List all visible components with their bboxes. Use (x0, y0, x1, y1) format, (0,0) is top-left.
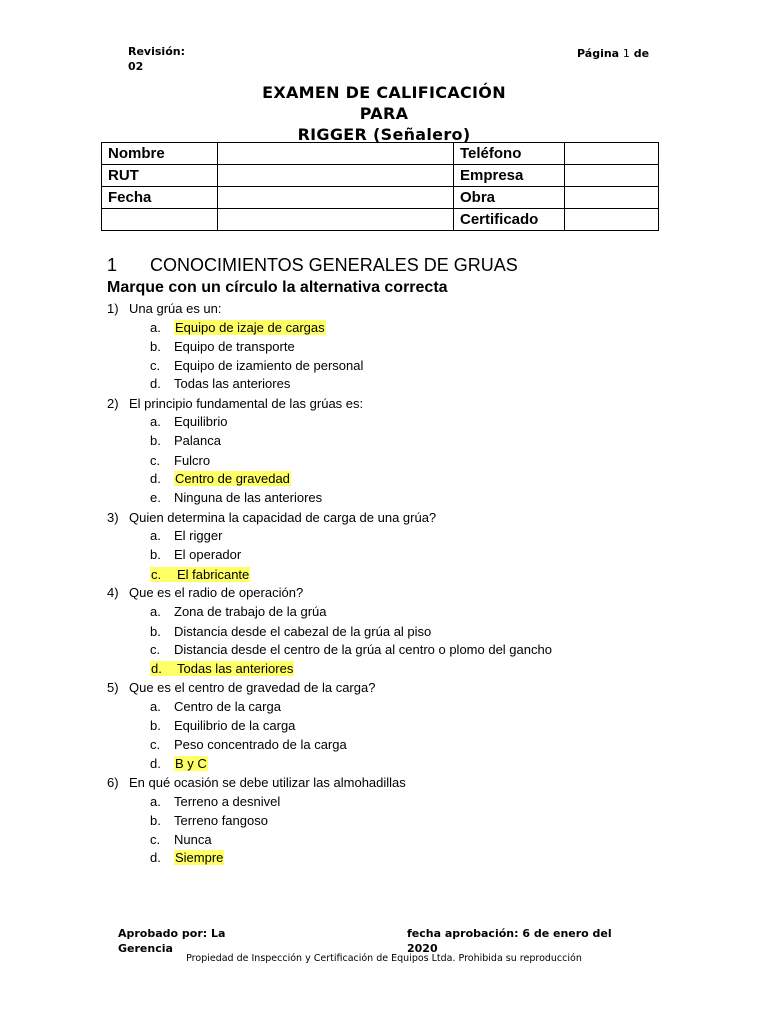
option-letter: c. (150, 453, 161, 468)
info-table (101, 142, 659, 231)
field-certificado[interactable] (565, 209, 659, 231)
page-number (577, 47, 649, 60)
question-number: 2) (107, 396, 119, 411)
question-1 (107, 301, 222, 316)
option-letter: c. (150, 567, 176, 582)
option-text: Siempre (175, 850, 224, 865)
option-4a[interactable] (150, 604, 327, 619)
option-text: Distancia desde el cabezal de la grúa al piso (174, 624, 432, 639)
option-letter: b. (150, 339, 161, 354)
question-number: 6) (107, 775, 119, 790)
field-telefono[interactable] (565, 143, 659, 165)
option-2d[interactable] (150, 471, 291, 486)
option-letter: d. (150, 661, 176, 676)
option-text: Peso concentrado de la carga (174, 737, 347, 752)
question-2 (107, 396, 363, 411)
option-letter: b. (150, 547, 161, 562)
section-number: 1 (107, 255, 118, 275)
label-empresa: Empresa (454, 165, 565, 187)
option-text: Centro de la carga (174, 699, 281, 714)
option-4d[interactable] (150, 661, 294, 676)
approved-by: Aprobado por: La Gerencia (118, 927, 226, 955)
question-number: 1) (107, 301, 119, 316)
option-text: Todas las anteriores (177, 661, 294, 676)
option-text: Zona de trabajo de la grúa (174, 604, 327, 619)
section-heading (107, 255, 518, 276)
label-fecha: Fecha (102, 187, 218, 209)
option-text: B y C (175, 756, 207, 771)
title-line-2: PARA (359, 104, 409, 123)
option-text: Terreno fangoso (174, 813, 268, 828)
property-notice: Propiedad de Inspección y Certificación de Equipos Ltda. Prohibida su reproducción (186, 953, 582, 964)
option-5d[interactable] (150, 756, 208, 771)
option-text: Terreno a desnivel (174, 794, 281, 809)
question-text: El principio fundamental de las grúas es: (129, 396, 364, 411)
option-2e[interactable] (150, 490, 322, 505)
field-obra[interactable] (565, 187, 659, 209)
option-text: Equipo de izamiento de personal (174, 358, 364, 373)
option-2b[interactable] (150, 433, 221, 448)
question-text: Que es el centro de gravedad de la carga? (129, 680, 376, 695)
option-6c[interactable] (150, 832, 212, 847)
option-3c[interactable] (150, 567, 250, 582)
option-letter: d. (150, 850, 161, 865)
option-letter: d. (150, 756, 161, 771)
table-row (102, 165, 659, 187)
option-text: Fulcro (174, 453, 211, 468)
option-5b[interactable] (150, 718, 295, 733)
option-text: Centro de gravedad (175, 471, 290, 486)
revision-value: 02 (128, 60, 144, 73)
option-6b[interactable] (150, 813, 268, 828)
option-text: Distancia desde el centro de la grúa al centro o plomo del gancho (174, 642, 552, 657)
option-letter: c. (150, 358, 161, 373)
table-row (102, 209, 659, 231)
page-num: 1 (622, 47, 630, 60)
question-number: 4) (107, 585, 119, 600)
label-telefono: Teléfono (454, 143, 565, 165)
question-text: Una grúa es un: (129, 301, 222, 316)
option-text: Ninguna de las anteriores (174, 490, 323, 505)
question-4 (107, 585, 303, 600)
option-letter: a. (150, 414, 161, 429)
question-3 (107, 510, 436, 525)
section-title: CONOCIMIENTOS GENERALES DE GRUAS (150, 255, 518, 275)
approval-date: fecha aprobación: 6 de enero del 2020 (407, 927, 612, 955)
option-1a[interactable] (150, 320, 326, 335)
option-letter: d. (150, 376, 161, 391)
revision-label (128, 44, 185, 73)
field-fecha[interactable] (218, 187, 454, 209)
option-1c[interactable] (150, 358, 363, 373)
question-text: Quien determina la capacidad de carga de una grúa? (129, 510, 437, 525)
revision-label-text: Revisión: (128, 45, 185, 58)
option-text: El fabricante (177, 567, 250, 582)
option-letter: b. (150, 624, 161, 639)
option-6d[interactable] (150, 850, 224, 865)
option-letter: a. (150, 320, 161, 335)
option-text: Palanca (174, 433, 221, 448)
exam-title (200, 82, 568, 144)
question-number: 3) (107, 510, 119, 525)
title-line-1: EXAMEN DE CALIFICACIÓN (262, 83, 506, 102)
field-empty[interactable] (218, 209, 454, 231)
option-2c[interactable] (150, 453, 210, 468)
option-letter: c. (150, 642, 161, 657)
option-text: El rigger (174, 528, 223, 543)
option-letter: b. (150, 718, 161, 733)
option-letter: b. (150, 433, 161, 448)
field-nombre[interactable] (218, 143, 454, 165)
option-text: El operador (174, 547, 242, 562)
page-label: Página (577, 47, 623, 60)
option-letter: a. (150, 699, 161, 714)
option-2a[interactable] (150, 414, 227, 429)
field-empresa[interactable] (565, 165, 659, 187)
option-5a[interactable] (150, 699, 281, 714)
question-number: 5) (107, 680, 119, 695)
option-letter: b. (150, 813, 161, 828)
title-line-3: RIGGER (Señalero) (297, 125, 471, 144)
option-1d[interactable] (150, 376, 290, 391)
option-letter: c. (150, 737, 161, 752)
option-letter: a. (150, 528, 161, 543)
option-letter: c. (150, 832, 161, 847)
label-obra: Obra (454, 187, 565, 209)
label-empty (102, 209, 218, 231)
field-rut[interactable] (218, 165, 454, 187)
table-row (102, 187, 659, 209)
question-5 (107, 680, 375, 695)
option-text: Todas las anteriores (174, 376, 291, 391)
option-text: Nunca (174, 832, 212, 847)
label-certificado: Certificado (454, 209, 565, 231)
option-3b[interactable] (150, 547, 241, 562)
option-6a[interactable] (150, 794, 280, 809)
question-6 (107, 775, 406, 790)
table-row (102, 143, 659, 165)
option-letter: d. (150, 471, 161, 486)
option-letter: a. (150, 794, 161, 809)
option-text: Equipo de transporte (174, 339, 295, 354)
option-4b[interactable] (150, 624, 431, 639)
option-4c[interactable] (150, 642, 552, 657)
question-text: Que es el radio de operación? (129, 585, 304, 600)
option-text: Equilibrio de la carga (174, 718, 296, 733)
page-of: de (629, 47, 650, 60)
instruction: Marque con un círculo la alternativa correcta (107, 279, 448, 296)
option-letter: e. (150, 490, 161, 505)
option-3a[interactable] (150, 528, 222, 543)
option-1b[interactable] (150, 339, 295, 354)
question-text: En qué ocasión se debe utilizar las almohadillas (129, 775, 406, 790)
option-letter: a. (150, 604, 161, 619)
label-rut: RUT (102, 165, 218, 187)
option-text: Equipo de izaje de cargas (175, 320, 325, 335)
label-nombre: Nombre (102, 143, 218, 165)
option-text: Equilibrio (174, 414, 228, 429)
option-5c[interactable] (150, 737, 347, 752)
